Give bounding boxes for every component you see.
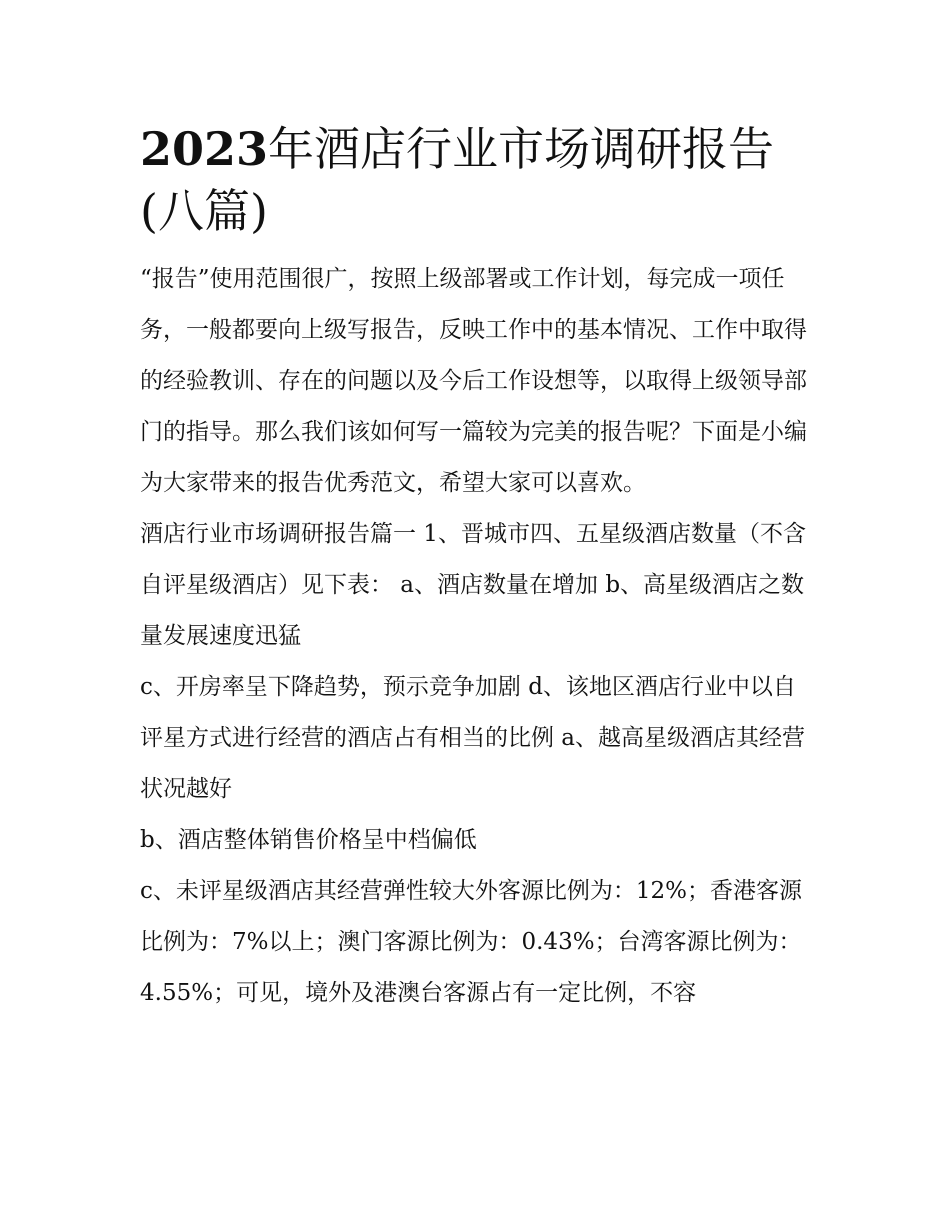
title-year: 2023 bbox=[140, 122, 269, 176]
body-paragraph: b、酒店整体销售价格呈中档偏低 bbox=[140, 827, 477, 853]
document-body bbox=[140, 118, 815, 1019]
title-text: 年酒店行业市场调研报告(八篇) bbox=[140, 122, 775, 238]
document-title bbox=[140, 118, 815, 242]
body-paragraph: 酒店行业市场调研报告篇一 1、晋城市四、五星级酒店数量（不含自评星级酒店）见下表： a、酒店数量在增加 b、高星级酒店之数量发展速度迅猛 bbox=[140, 521, 806, 649]
body-paragraph: c、未评星级酒店其经营弹性较大外客源比例为：12%；香港客源比例为：7%以上；澳门客源比例为：0.43%；台湾客源比例为：4.55%；可见，境外及港澳台客源占有一定比例，不容 bbox=[140, 878, 803, 1006]
intro-paragraph: “报告”使用范围很广，按照上级部署或工作计划，每完成一项任务，一般都要向上级写报告，反映工作中的基本情况、工作中取得的经验教训、存在的问题以及今后工作设想等，以取得上级领导部门的指导。那么我们该如何写一篇较为完美的报告呢？下面是小编为大家带来的报告优秀范文，希望大家可以喜欢。 bbox=[140, 266, 807, 496]
body-paragraph: c、开房率呈下降趋势，预示竞争加剧 d、该地区酒店行业中以自评星方式进行经营的酒店占有相当的比例 a、越高星级酒店其经营状况越好 bbox=[140, 674, 806, 802]
